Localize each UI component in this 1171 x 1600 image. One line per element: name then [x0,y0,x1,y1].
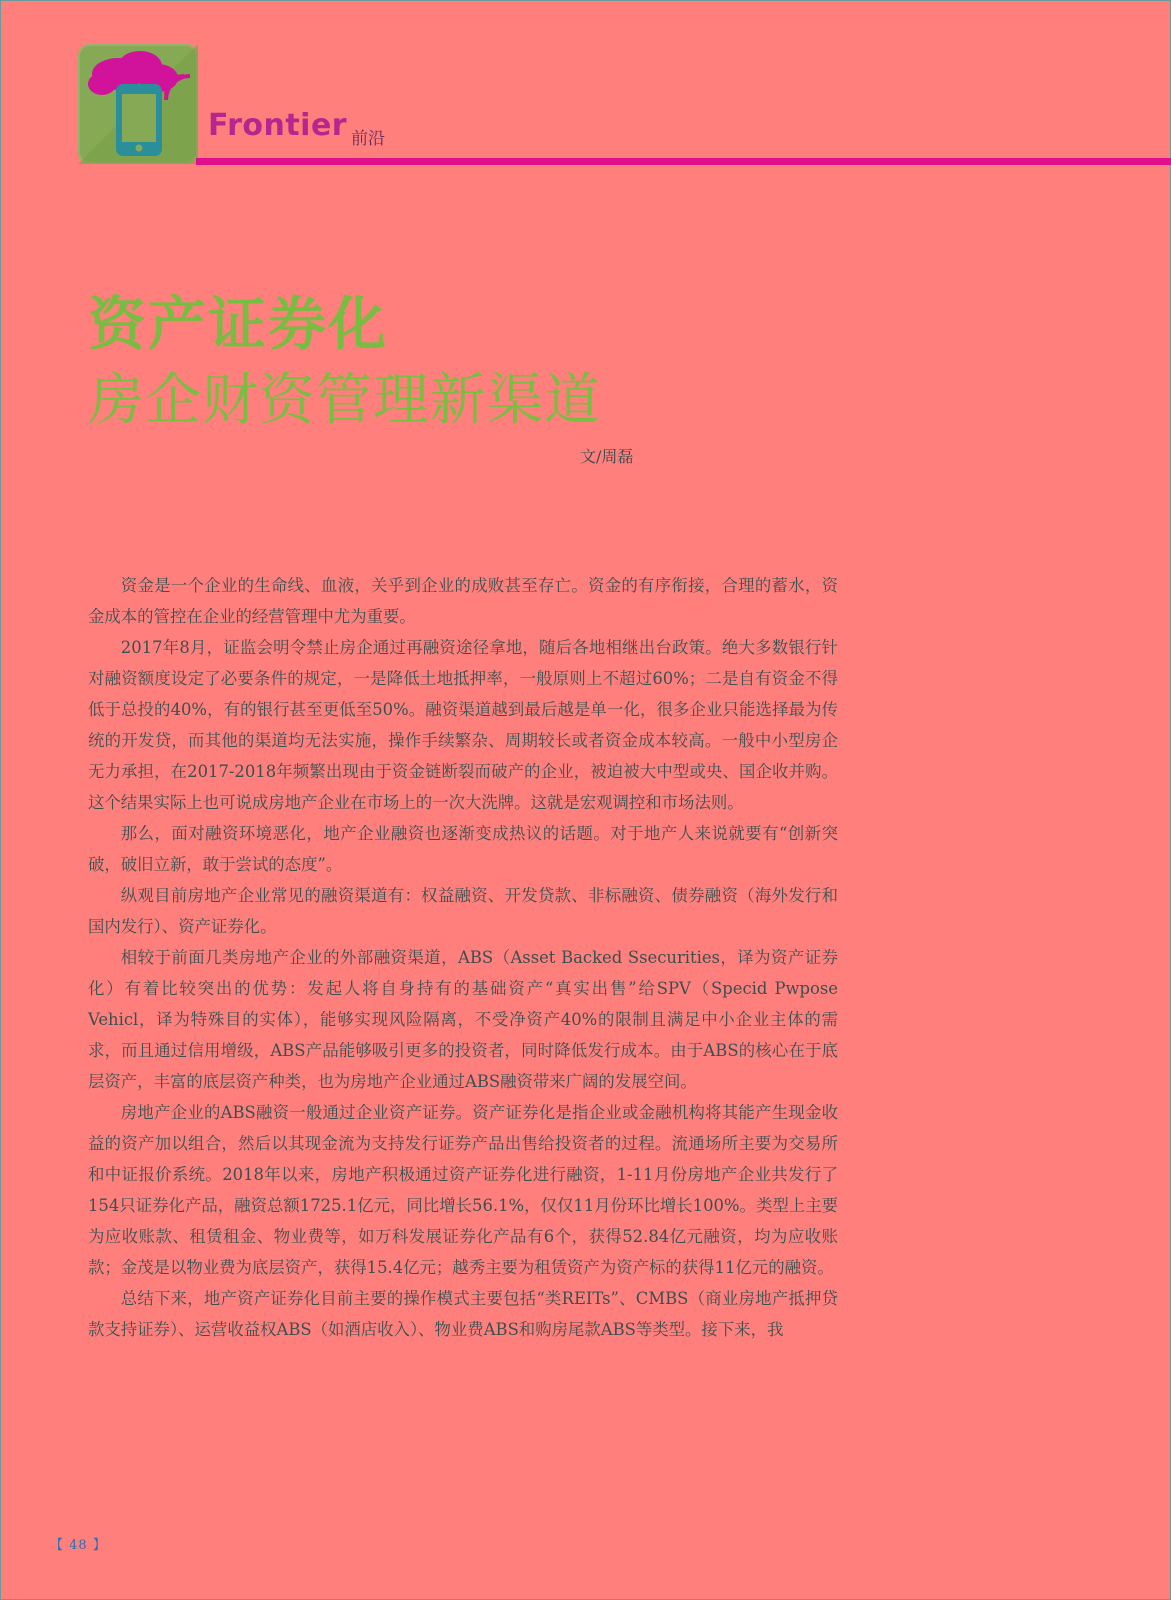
article-body [88,570,838,1345]
section-name: Frontier [208,108,348,143]
paragraph: 资金是一个企业的生命线、血液，关乎到企业的成败甚至存亡。资金的有序衔接，合理的蓄水，资金成本的管控在企业的经营管理中尤为重要。 [88,576,838,626]
phone-cloud-signal-icon [78,44,198,164]
paragraph: 纵观目前房地产企业常见的融资渠道有：权益融资、开发贷款、非标融资、债券融资（海外发行和国内发行）、资产证券化。 [88,886,838,936]
section-logo [78,44,198,164]
page-number: 【 48 】 [50,1538,107,1553]
paragraph: 房地产企业的ABS融资一般通过企业资产证券。资产证券化是指企业或金融机构将其能产生现金收益的资产加以组合，然后以其现金流为支持发行证券产品出售给投资者的过程。流通场所主要为交易所和中证报价系统。2018年以来，房地产积极通过资产证券化进行融资，1-11月份房地产企业共发行了154只证券化产品，融资总额1725.1亿元，同比增长56.1%，仅仅11月份环比增长100%。类型上主要为应收账款、租赁租金、物业费等，如万科发展证券化产品有6个，获得52.84亿元融资，均为应收账款；金茂是以物业费为底层资产，获得15.4亿元；越秀主要为租赁资产为资产标的获得11亿元的融资。 [88,1103,838,1277]
paragraph: 2017年8月，证监会明令禁止房企通过再融资途径拿地，随后各地相继出台政策。绝大多数银行针对融资额度设定了必要条件的规定，一是降低土地抵押率，一般原则上不超过60%；二是自有资金不得低于总投的40%，有的银行甚至更低至50%。融资渠道越到最后越是单一化，很多企业只能选择最为传统的开发贷，而其他的渠道均无法实施，操作手续繁杂、周期较长或者资金成本较高。一般中小型房企无力承担，在2017-2018年频繁出现由于资金链断裂而破产的企业，被迫被大中型或央、国企收并购。这个结果实际上也可说成房地产企业在市场上的一次大洗牌。这就是宏观调控和市场法则。 [88,638,838,812]
article-title-line2: 房企财资管理新渠道 [88,368,601,433]
paragraph: 那么，面对融资环境恶化，地产企业融资也逐渐变成热议的话题。对于地产人来说就要有“创新突破，破旧立新，敢于尝试的态度”。 [88,824,838,874]
section-name-cn: 前沿 [351,129,385,149]
paragraph: 相较于前面几类房地产企业的外部融资渠道，ABS（Asset Backed Ssecurities，译为资产证券化）有着比较突出的优势：发起人将自身持有的基础资产“真实出售”给SPV（Specid Pwpose Vehicl，译为特殊目的实体），能够实现风险隔离，不受净资产40%的限制且满足中小企业主体的需求，而且通过信用增级，ABS产品能够吸引更多的投资者，同时降低发行成本。由于ABS的核心在于底层资产，丰富的底层资产种类，也为房地产企业通过ABS融资带来广阔的发展空间。 [88,948,838,1091]
paragraph: 总结下来，地产资产证券化目前主要的操作模式主要包括“类REITs”、CMBS（商业房地产抵押贷款支持证券）、运营收益权ABS（如酒店收入）、物业费ABS和购房尾款ABS等类型。接下来，我 [88,1289,838,1339]
byline: 文/周磊 [580,447,634,466]
header-rule [196,158,1171,165]
article-title-line1: 资产证券化 [88,290,389,358]
